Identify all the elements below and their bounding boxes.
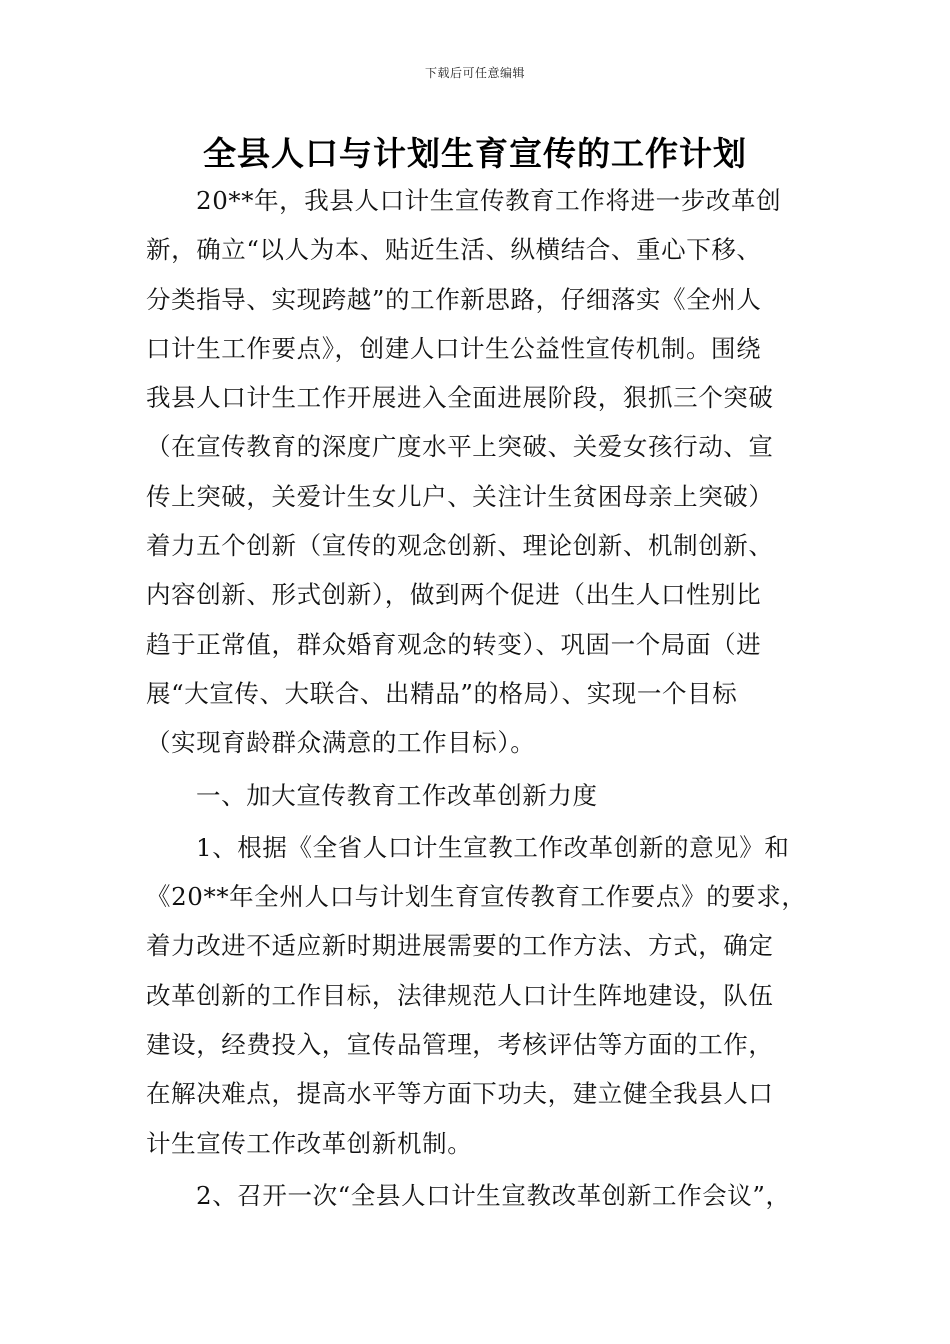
body-line: 口计生工作要点》，创建人口计生公益性宣传机制。围绕 (146, 333, 762, 363)
body-line: 内容创新、形式创新），做到两个促进（出生人口性别比 (146, 580, 762, 610)
body-line: 展“大宣传、大联合、出精品”的格局）、实现一个目标 (146, 678, 738, 708)
body-line: 着力改进不适应新时期进展需要的工作方法、方式，确定 (146, 931, 774, 961)
body-line: 计生宣传工作改革创新机制。 (146, 1128, 473, 1158)
body-line: （在宣传教育的深度广度水平上突破、关爱女孩行动、宣 (146, 432, 774, 462)
body-line: 一、加大宣传教育工作改革创新力度 (196, 780, 598, 810)
body-line: 《20**年全州人口与计划生育宣传教育工作要点》的要求， (146, 882, 807, 912)
body-line: 趋于正常值，群众婚育观念的转变）、巩固一个局面（进 (146, 629, 762, 659)
document-body (146, 176, 810, 1220)
body-line: 分类指导、实现跨越”的工作新思路，仔细落实《全州人 (146, 284, 762, 314)
body-line: 20**年，我县人口计生宣传教育工作将进一步改革创 (196, 186, 782, 215)
body-line: 2、召开一次“全县人口计生宣教改革创新工作会议”， (196, 1180, 791, 1210)
document-title: 全县人口与计划生育宣传的工作计划 (203, 134, 747, 173)
body-line: 1、根据《全省人口计生宣教工作改革创新的意见》和 (196, 832, 790, 862)
body-line: 我县人口计生工作开展进入全面进展阶段，狠抓三个突破 (146, 383, 774, 413)
body-line: 建设，经费投入，宣传品管理，考核评估等方面的工作， (146, 1030, 774, 1060)
body-line: （实现育龄群众满意的工作目标）。 (146, 728, 536, 758)
body-line: 着力五个创新（宣传的观念创新、理论创新、机制创新、 (146, 531, 774, 561)
body-line: 改革创新的工作目标，法律规范人口计生阵地建设，队伍 (146, 980, 774, 1010)
body-line: 传上突破，关爱计生女儿户、关注计生贫困母亲上突破） (146, 481, 774, 511)
header-note: 下载后可任意编辑 (424, 66, 525, 80)
body-line: 新，确立“以人为本、贴近生活、纵横结合、重心下移、 (146, 235, 762, 265)
body-line: 在解决难点，提高水平等方面下功夫，建立健全我县人口 (146, 1079, 774, 1109)
